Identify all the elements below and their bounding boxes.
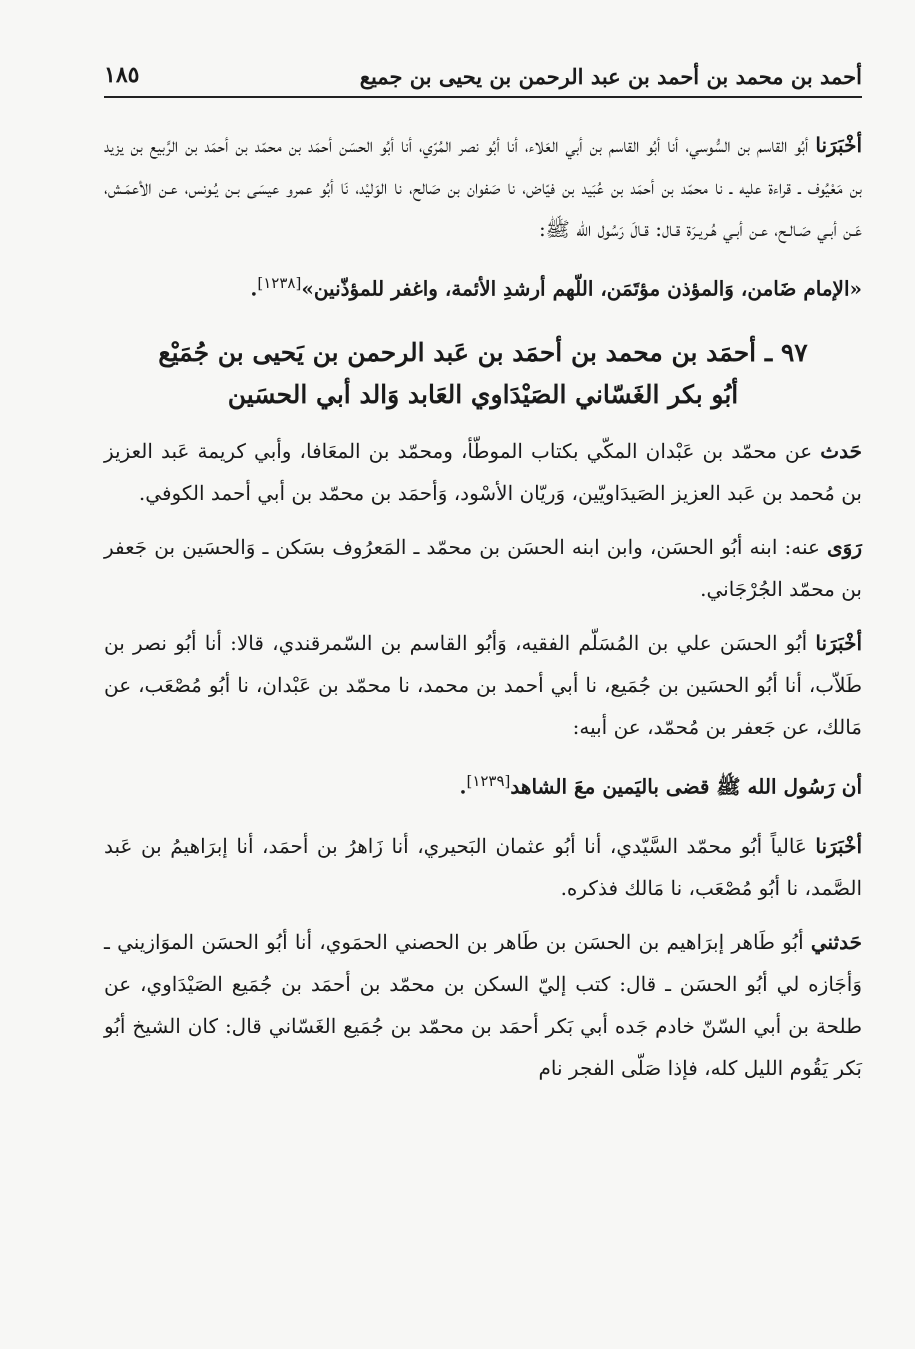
hadith-quote-1-ref: [١٢٣٨] xyxy=(257,274,302,292)
paragraph-5-lead: أخْبَرَنا xyxy=(815,834,862,859)
paragraph-3 xyxy=(104,526,862,610)
paragraph-3-text: عنه: ابنه أبُو الحسَن، وابن ابنه الحسَن بن محمّد ـ المَعرُوف بسَكن ـ وَالحسَين بن جَعفر بن محمّد الجُرْجَاني. xyxy=(104,534,862,601)
hadith-quote-2-ref: [١٢٣٩] xyxy=(466,771,511,790)
paragraph-3-lead: رَوَى xyxy=(827,534,862,559)
paragraph-1 xyxy=(104,124,862,250)
running-title: أحمد بن محمد بن أحمد بن عبد الرحمن بن يحيى بن جميع xyxy=(359,64,862,89)
entry-title-line-1: ٩٧ ـ أحمَد بن محمد بن أحمَد بن عَبد الرحمن بن يَحيى بن جُمَيْع xyxy=(158,337,808,367)
hadith-quote-2: أن رَسُول الله ﷺ قضى باليَمين معَ الشاهد[١٢٣٩]. xyxy=(459,771,862,799)
page-body xyxy=(104,124,862,1101)
paragraph-2-text: عن محمّد بن عَبْدان المكّي بكتاب الموطّأ، ومحمّد بن المعَافا، وأبي كريمة عَبد العزيز بن مُحمد بن عَبد العزيز الصَيدَاويّين، وَريّان الأسْود، وَأحمَد بن محمّد بن أبي أحمد الكوفي. xyxy=(104,438,862,505)
page-number: ١٨٥ xyxy=(104,62,140,88)
paragraph-1-lead: أخْبَرَنا xyxy=(815,133,862,157)
paragraph-4-lead: أخْبَرَنا xyxy=(815,630,862,655)
paragraph-4 xyxy=(104,622,862,748)
hadith-quote-2-text: أن رَسُول الله ﷺ قضى باليَمين معَ الشاهد xyxy=(510,774,862,799)
paragraph-6 xyxy=(104,921,862,1089)
paragraph-5-text: عَالياً أبُو محمّد السَّيّدي، أنا أبُو عثمان البَحيري، أنا زَاهرُ بن أحمَد، أنا إبرَاهيمُ بن عَبد الصَّمد، نا أبُو مُصْعَب، نا مَالك فذكره. xyxy=(104,834,862,901)
paragraph-2 xyxy=(104,430,862,514)
biography-entry-title xyxy=(104,332,862,416)
hadith-quote-1-text: «الإمام ضَامن، وَالمؤذن مؤتَمَن، اللّهم أرشدِ الأئمة، واغفر للمؤذّنين» xyxy=(301,276,862,301)
hadith-quote-1: «الإمام ضَامن، وَالمؤذن مؤتَمَن، اللّهم أرشدِ الأئمة، واغفر للمؤذّنين»[١٢٣٨]. xyxy=(250,274,862,301)
paragraph-6-lead: حَدثني xyxy=(810,930,862,955)
paragraph-4-text: أبُو الحسَن علي بن المُسَلّم الفقيه، وَأبُو القاسم بن السّمرقندي، قالا: أنا أبُو نصر بن طَلاّب، أنا أبُو الحسَين بن جُمَيع، نا أبي أحمد بن محمد، نا محمّد بن عَبْدان، نا أبُو مُصْعَب، عن مَالك، عن جَعفر بن مُحمّد، عن أبيه: xyxy=(104,630,862,739)
paragraph-6-text: أبُو طَاهر إبرَاهيم بن الحسَن بن طَاهر بن الحصني الحمَوي، أنا أبُو الحسَن الموَازيني ـ وَأجَازه لي أبُو الحسَن ـ قال: كتب إليّ السكن بن محمّد بن أحمَد بن جُمَيع الصَيْدَاوي، عن طلحة بن أبي السّنّ خادم جَده أبي بَكر أحمَد بن محمّد بن جُمَيع الغَسّاني قال: كان الشيخ أبُو بَكر يَقُوم الليل كله، فإذا صَلّى الفجر نام xyxy=(104,930,862,1081)
paragraph-5 xyxy=(104,825,862,909)
paragraph-1-text: أبُو القاسم بن السُّوسي، أنا أبُو القاسم بن أبي العَلاء، أنا أبُو نصر المُرّي، أنا أبُو الحسَن أحمَد بن محمّد بن أحمَد بن الرَّبيع بن يزيد بن مَعْيُوف ـ قراءة عليه ـ نا محمّد بن أحمَد بن عُبَيد بن فيّاض، نا صَفوان بن صَالح، نا الوَليْد، نَا أبُو عمرو عيسَى بـن يُـونس، عـن الأعمَـش، عَـن أبـي صَـالـح، عـن أبـي هُـريـرَة قـال: قـالَ رَسُول الله ﷺ: xyxy=(104,133,862,241)
header-rule xyxy=(104,96,862,98)
entry-title-line-2: أبُو بكر الغَسّاني الصَيْدَاوي العَابد وَالد أبي الحسَين xyxy=(227,379,739,409)
paragraph-2-lead: حَدث xyxy=(820,438,862,463)
running-header xyxy=(104,60,862,98)
